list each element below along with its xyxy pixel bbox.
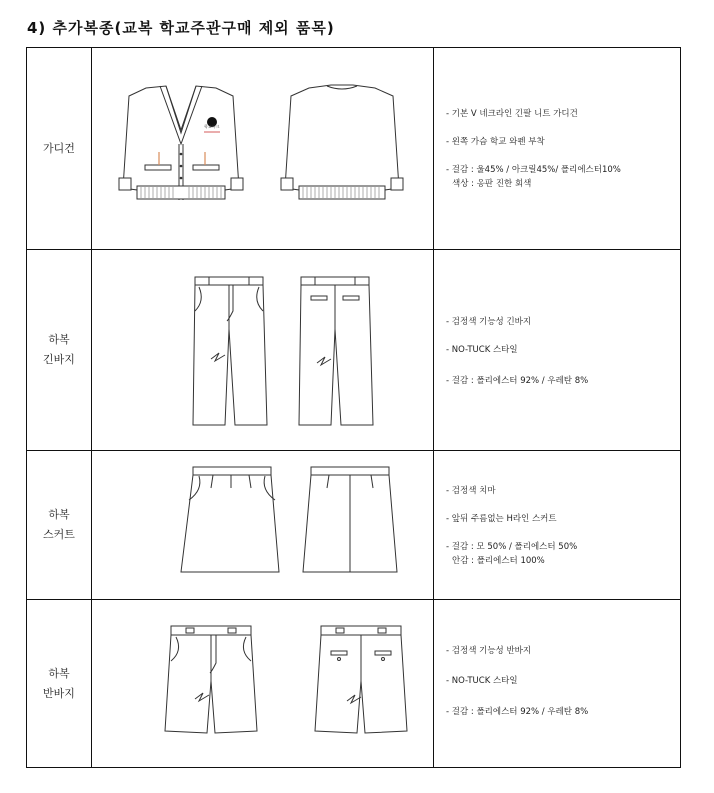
table-row-cardigan bbox=[27, 48, 680, 250]
desc-line: - 검정색 치마 bbox=[446, 486, 496, 496]
skirt-front-drawing bbox=[181, 467, 279, 572]
item-illustration-cell bbox=[91, 599, 434, 768]
item-illustration-cell bbox=[91, 249, 434, 450]
cardigan-illustration bbox=[91, 48, 433, 248]
desc-line: - NO-TUCK 스타일 bbox=[446, 345, 518, 355]
desc-line: - 걸감 : 모 50% / 폴리에스터 50% bbox=[446, 542, 578, 552]
item-desc-cell bbox=[434, 48, 680, 249]
item-desc-cell bbox=[434, 450, 680, 599]
skirt-back-drawing bbox=[303, 467, 397, 572]
item-name-cell bbox=[27, 450, 92, 599]
desc-line: - 검정색 기능성 긴바지 bbox=[446, 317, 532, 327]
desc-line: 안감 : 폴리에스터 100% bbox=[452, 556, 545, 566]
shorts-front-drawing bbox=[165, 626, 257, 733]
desc-line: - 왼쪽 가슴 학교 와펜 부착 bbox=[446, 137, 545, 147]
item-desc-cell bbox=[434, 249, 680, 450]
table-row-shorts bbox=[27, 599, 680, 768]
desc-line: - 걸감 : 울45% / 아크릴45%/ 폴리에스터10% bbox=[446, 165, 621, 175]
item-name-cell bbox=[27, 249, 92, 450]
item-name-line: 긴바지 bbox=[43, 352, 75, 366]
desc-line: - 기본 V 네크라인 긴팔 니트 가디건 bbox=[446, 109, 578, 119]
item-name-line: 스커트 bbox=[43, 527, 75, 541]
table-row-long-pants bbox=[27, 249, 680, 451]
table-row-skirt bbox=[27, 450, 680, 600]
long-pants-back-drawing bbox=[299, 277, 373, 425]
item-illustration-cell bbox=[91, 48, 434, 249]
shorts-back-drawing bbox=[315, 626, 407, 733]
desc-line: - 걸감 : 폴리에스터 92% / 우레탄 8% bbox=[446, 707, 589, 717]
item-name-line: 가디건 bbox=[43, 141, 75, 155]
item-name-line: 반바지 bbox=[43, 686, 75, 700]
long-pants-front-drawing bbox=[193, 277, 267, 425]
item-desc-cell bbox=[434, 599, 680, 768]
item-name-line: 하복 bbox=[48, 507, 70, 521]
school-badge-label: 학교마크 bbox=[204, 124, 220, 129]
desc-line: - 걸감 : 폴리에스터 92% / 우레탄 8% bbox=[446, 376, 589, 386]
desc-line: 색상 : 옹판 진한 회색 bbox=[452, 179, 532, 189]
items-table bbox=[26, 47, 681, 768]
desc-line: - 앞뒤 주름없는 H라인 스커트 bbox=[446, 514, 557, 524]
shorts-illustration bbox=[91, 599, 433, 767]
item-illustration-cell bbox=[91, 450, 434, 599]
desc-line: - 검정색 기능성 반바지 bbox=[446, 646, 532, 656]
item-name-cell bbox=[27, 599, 92, 768]
item-name-cell bbox=[27, 48, 92, 249]
section-heading: 4) 추가복종(교복 학교주관구매 제외 품목) bbox=[27, 19, 335, 37]
long-pants-illustration bbox=[91, 249, 433, 449]
cardigan-back-drawing bbox=[281, 85, 403, 199]
desc-line: - NO-TUCK 스타일 bbox=[446, 676, 518, 686]
skirt-illustration bbox=[91, 450, 433, 598]
item-name-line: 하복 bbox=[48, 332, 70, 346]
item-name-line: 하복 bbox=[48, 666, 70, 680]
cardigan-front-drawing bbox=[119, 86, 243, 200]
